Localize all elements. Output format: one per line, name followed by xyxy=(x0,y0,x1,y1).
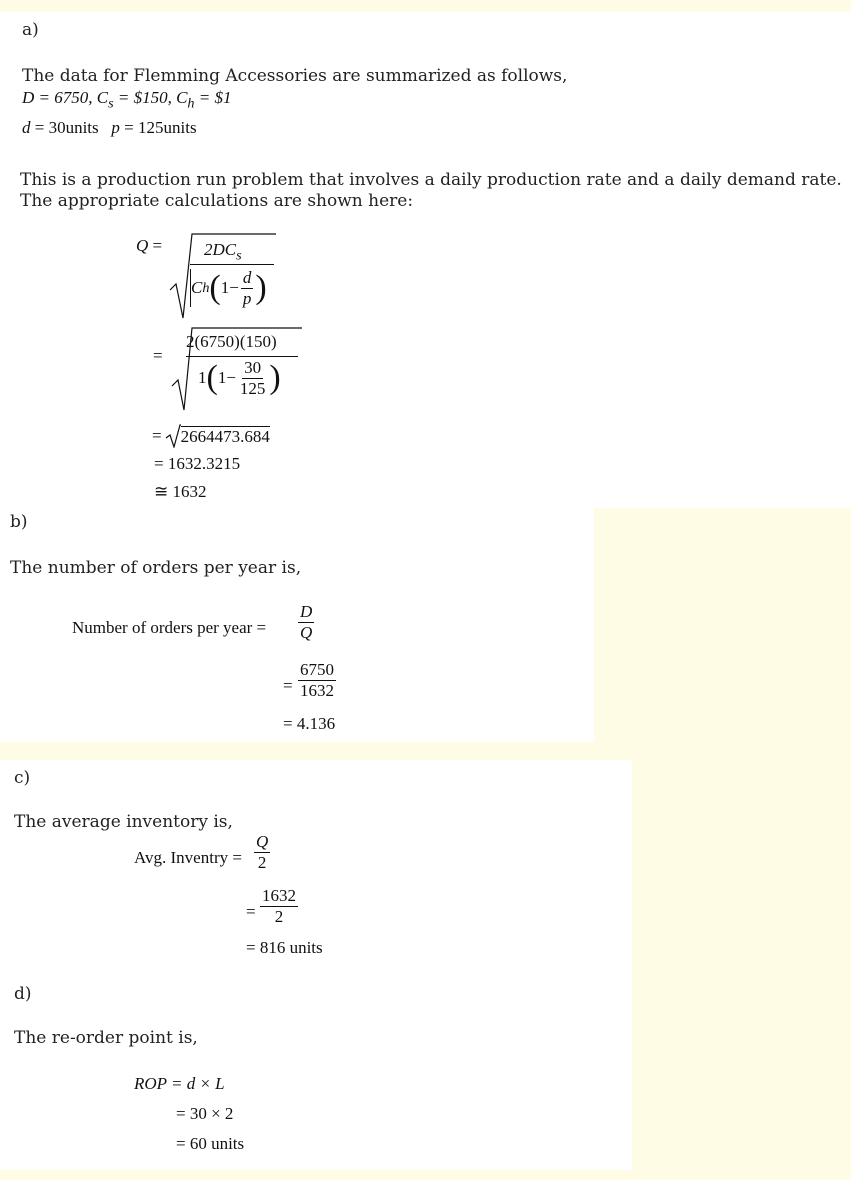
section-b-label: b) xyxy=(10,512,28,532)
orders-intro: The number of orders per year is, xyxy=(10,558,302,578)
fraction-bar-1 xyxy=(190,264,274,265)
inventory-intro: The average inventory is, xyxy=(14,812,233,832)
formula-denominator-1: C h ( 1− $\frac{d}{p}$ ) xyxy=(191,268,267,308)
orders-eq-2: = xyxy=(283,676,293,695)
formula-eq-2: = xyxy=(153,346,163,365)
fraction-bar-2 xyxy=(186,356,298,357)
formula-step-rounded: ≅ 1632 xyxy=(154,482,207,501)
section-c-label: c) xyxy=(14,768,31,788)
given-line-1: D = 6750, $C_s$ = $150, $C_h$ = $1 xyxy=(22,88,232,112)
formula-q-symbolic: Q = xyxy=(136,236,163,255)
panel-a xyxy=(0,12,851,508)
inventory-frac-1: $\frac{Q}{2}$ xyxy=(256,832,269,872)
section-a-label: a) xyxy=(22,20,39,40)
orders-lhs: Number of orders per year = xyxy=(72,618,267,637)
formula-denominator-2: 1 ( 1− $\frac{30}{125}$ ) xyxy=(198,358,281,398)
inventory-frac-2: $\frac{1632}{2}$ xyxy=(262,886,296,926)
rop-intro: The re-order point is, xyxy=(14,1028,198,1048)
rop-step-2: = 30 × 2 xyxy=(176,1104,234,1123)
rop-formula: ROP = d × L xyxy=(134,1074,225,1093)
radical-sign-3 xyxy=(165,424,181,448)
orders-result: = 4.136 xyxy=(283,714,336,733)
inventory-eq-2: = xyxy=(246,902,256,921)
section-d-label: d) xyxy=(14,984,32,1004)
problem-paragraph-line-2: The appropriate calculations are shown here: xyxy=(20,191,414,211)
formula-step-value: = 1632.3215 xyxy=(154,454,241,473)
inventory-lhs: Avg. Inventry = xyxy=(134,848,242,867)
inventory-result: = 816 units xyxy=(246,938,323,957)
problem-paragraph-line-1: This is a production run problem that involves a daily production rate and a daily demand rate. xyxy=(20,170,842,190)
formula-numerator-1: $2DC_s$ xyxy=(204,240,242,264)
given-intro: The data for Flemming Accessories are summarized as follows, xyxy=(22,66,568,86)
given-line-2: d = 30units p = 125units xyxy=(22,118,197,137)
formula-step-sqrt: = 2664473.684 xyxy=(152,424,270,448)
rop-step-3: = 60 units xyxy=(176,1134,245,1153)
orders-frac-2: $\frac{6750}{1632}$ xyxy=(300,660,334,700)
orders-frac-1: $\frac{D}{Q}$ xyxy=(300,602,313,642)
formula-numerator-2: 2(6750)(150) xyxy=(186,332,277,351)
